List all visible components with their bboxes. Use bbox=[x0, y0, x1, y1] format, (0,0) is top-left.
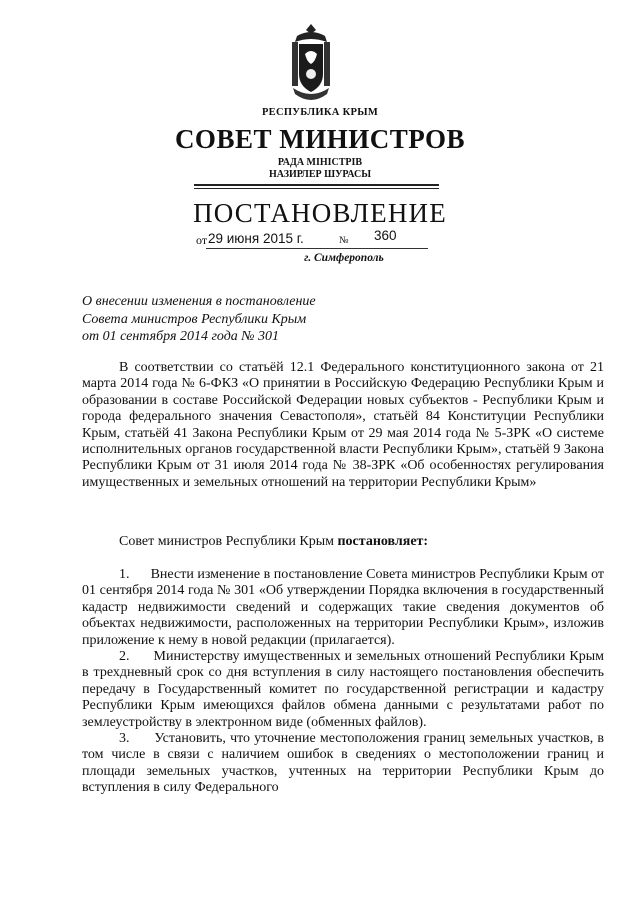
item-number: 2. bbox=[119, 649, 130, 665]
rada-label: РАДА МІНІСТРІВ bbox=[277, 157, 363, 168]
date-prefix: от bbox=[196, 233, 208, 247]
list-item bbox=[82, 649, 604, 731]
city: г. Симферополь bbox=[304, 252, 384, 264]
council-subtitles bbox=[0, 157, 640, 181]
preamble-text: В соответствии со статьёй 12.1 Федерального конституционного закона от 21 марта 2014 года № 6-ФКЗ «О принятии в Российскую Федерацию Республики Крым и образовании в составе Российской Федерации новых субъектов - Республики Крым и города федерального значения Севастополя», статьёй 84 Конституции Республики Крым, статьёй 41 Закона Республики Крым от 29 мая 2014 года № 5-ЗРК «О системе исполнительных органов государственной власти Республики Крым», статьёй 9 Закона Республики Крым от 31 июля 2014 года № 38-ЗРК «Об особенностях регулирования имущественных и земельных отношений на территории Республики Крым» bbox=[82, 360, 604, 490]
decree-lead: Совет министров Республики Крым bbox=[119, 534, 338, 549]
item-number: 1. bbox=[119, 567, 130, 582]
header-rule-thick bbox=[194, 184, 439, 186]
coat-of-arms-icon bbox=[283, 22, 339, 106]
document-subject bbox=[82, 293, 382, 346]
item-text: Внести изменение в постановление Совета министров Республики Крым от 01 сентября 2014 года № 301 «Об утверждении Порядка включения в государственный кадастр недвижимости сведений и содержащих такие сведения документов об объектах недвижимости, расположенных на территории Республики Крым», изложив приложение к нему в новой редакции (прилагается). bbox=[82, 567, 605, 648]
council-title: СОВЕТ МИНИСТРОВ bbox=[174, 124, 466, 154]
republic-label: РЕСПУБЛИКА КРЫМ bbox=[261, 107, 379, 118]
item-number: 3. bbox=[119, 731, 130, 747]
decree-verb: постановляет: bbox=[337, 534, 429, 549]
date-number-line bbox=[196, 228, 436, 251]
list-item bbox=[82, 567, 604, 649]
number-prefix: № bbox=[339, 235, 349, 246]
date-underline bbox=[206, 248, 428, 249]
item-text: Министерству имущественных и земельных отношений Республики Крым в трехдневный срок со дня вступления в силу настоящего постановления обеспечить передачу в Государственный комитет по государственной регистрации и кадастру Республики Крым имеющихся файлов обмена данными с результатами работ по землеустройству в электронном виде (обменных файлов). bbox=[82, 649, 604, 730]
document-number: 360 bbox=[374, 228, 397, 243]
header-rule-thin bbox=[194, 188, 439, 189]
tatar-label: НАЗИРЛЕР ШУРАСЫ bbox=[268, 169, 372, 180]
subject-line: Совета министров Республики Крым bbox=[82, 311, 307, 327]
list-item bbox=[82, 731, 604, 797]
item-text: Установить, что уточнение местоположения границ земельных участков, в том числе в связи с наличием ошибок в сведениях о местоположении границ и площади земельных участков, учтенных на территории Республики Крым до вступления в силу Федерального bbox=[82, 731, 604, 796]
subject-line: от 01 сентября 2014 года № 301 bbox=[82, 329, 280, 344]
decree-items bbox=[82, 567, 604, 797]
preamble bbox=[82, 360, 604, 491]
document-type: ПОСТАНОВЛЕНИЕ bbox=[193, 198, 447, 228]
document-date: 29 июня 2015 г. bbox=[208, 231, 304, 246]
subject-line: О внесении изменения в постановление bbox=[82, 294, 316, 309]
decree-line bbox=[82, 534, 604, 550]
decree-paragraph bbox=[82, 534, 604, 550]
